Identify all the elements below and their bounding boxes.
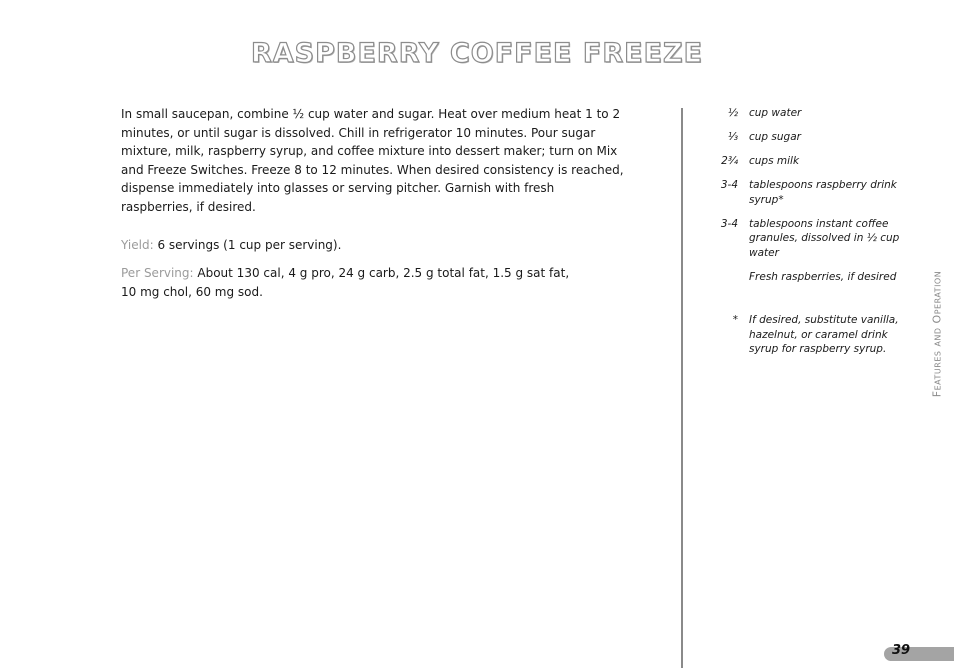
ingredient-item [706,178,906,207]
ingredient-item [706,217,906,261]
yield-label: Yield: [121,238,154,252]
yield-line [121,236,626,254]
ingredient-item [706,106,906,121]
ingredient-qty [706,270,749,285]
ingredient-item [706,154,906,169]
ingredient-qty: 3-4 [720,179,738,191]
ingredient-qty: 3-4 [720,217,738,230]
yield-value: 6 servings (1 cup per serving). [153,238,342,252]
ingredient-desc: cup water [749,107,802,119]
ingredient-desc: Fresh raspberries, if desired [749,270,897,283]
ingredient-desc: cup sugar [749,131,801,143]
ingredient-qty: ½ [727,107,738,119]
section-side-label: Features and Operation [930,270,944,398]
ingredient-item [706,270,906,285]
per-serving-label: Per Serving: [121,266,194,280]
ingredient-qty: ⅓ [727,131,738,143]
ingredient-qty: 2¾ [721,155,738,167]
footnote [706,313,906,357]
footnote-text: If desired, substitute vanilla, hazelnut, or caramel drink syrup for raspberry syrup. [749,314,899,355]
column-divider [681,108,683,668]
ingredient-list [706,106,906,357]
per-serving-value: About 130 cal, 4 g pro, 24 g carb, 2.5 g total fat, 1.5 g sat fat, 10 mg chol, 60 mg sod. [121,266,570,299]
footnote-marker: * [732,314,738,326]
ingredient-item [706,130,906,145]
ingredient-desc: tablespoons instant coffee granules, dissolved in ½ cup water [749,217,900,259]
page-number: 39 [892,643,911,658]
page-title: RASPBERRY COFFEE FREEZE [250,38,704,69]
ingredient-desc: tablespoons raspberry drink syrup* [749,179,897,206]
ingredient-desc: cups milk [749,155,800,167]
per-serving-line [121,264,581,302]
recipe-instructions: In small saucepan, combine ½ cup water and sugar. Heat over medium heat 1 to 2 minutes, or until sugar is dissolved. Chill in refrigerator 10 minutes. Pour sugar mixture, milk, raspberry syrup, and coffee mixture into dessert maker; turn on Mix and Freeze Switches. Freeze 8 to 12 minutes. When desired consistency is reached, dispense immediately into glasses or serving pitcher. Garnish with fresh raspberries, if desired. [121,107,624,214]
